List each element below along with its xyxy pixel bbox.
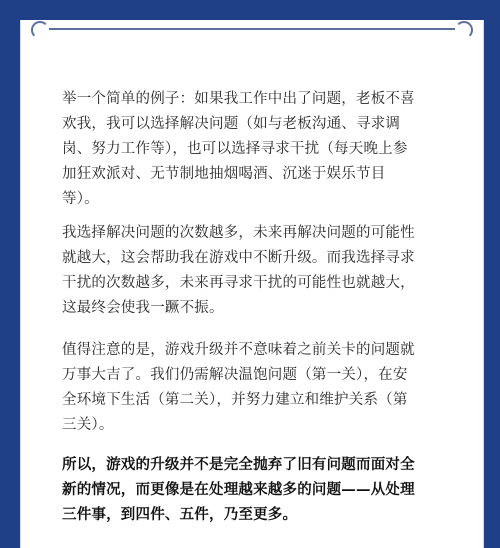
paragraph-conclusion: 所以，游戏的升级并不是完全抛弃了旧有问题而面对全新的情况，而更像是在处理越来越多的问题——从处理三件事，到四件、五件，乃至更多。: [62, 456, 415, 523]
top-border-rule: [49, 28, 455, 30]
paragraph-choice-consequence: 我选择解决问题的次数越多，未来再解决问题的可能性就越大，这会帮助我在游戏中不断升级。而我选择寻求干扰的次数越多，未来再寻求干扰的可能性也就越大，这最终会使我一蹶不振。: [62, 225, 415, 316]
corner-ornament-left: [31, 21, 49, 39]
paragraph-example: 举一个简单的例子：如果我工作中出了问题，老板不喜欢我，我可以选择解决问题（如与老板沟通、寻求调岗、努力工作等），也可以选择寻求干扰（每天晚上参加狂欢派对、无节制地抽烟喝酒、沉迷于娱乐节目等）。: [62, 91, 415, 207]
paragraph-previous-levels: 值得注意的是，游戏升级并不意味着之前关卡的问题就万事大吉了。我们仍需解决温饱问题（第一关），在安全环境下生活（第二关），并努力建立和维护关系（第三关）。: [62, 342, 415, 433]
corner-ornament-right: [455, 21, 473, 39]
